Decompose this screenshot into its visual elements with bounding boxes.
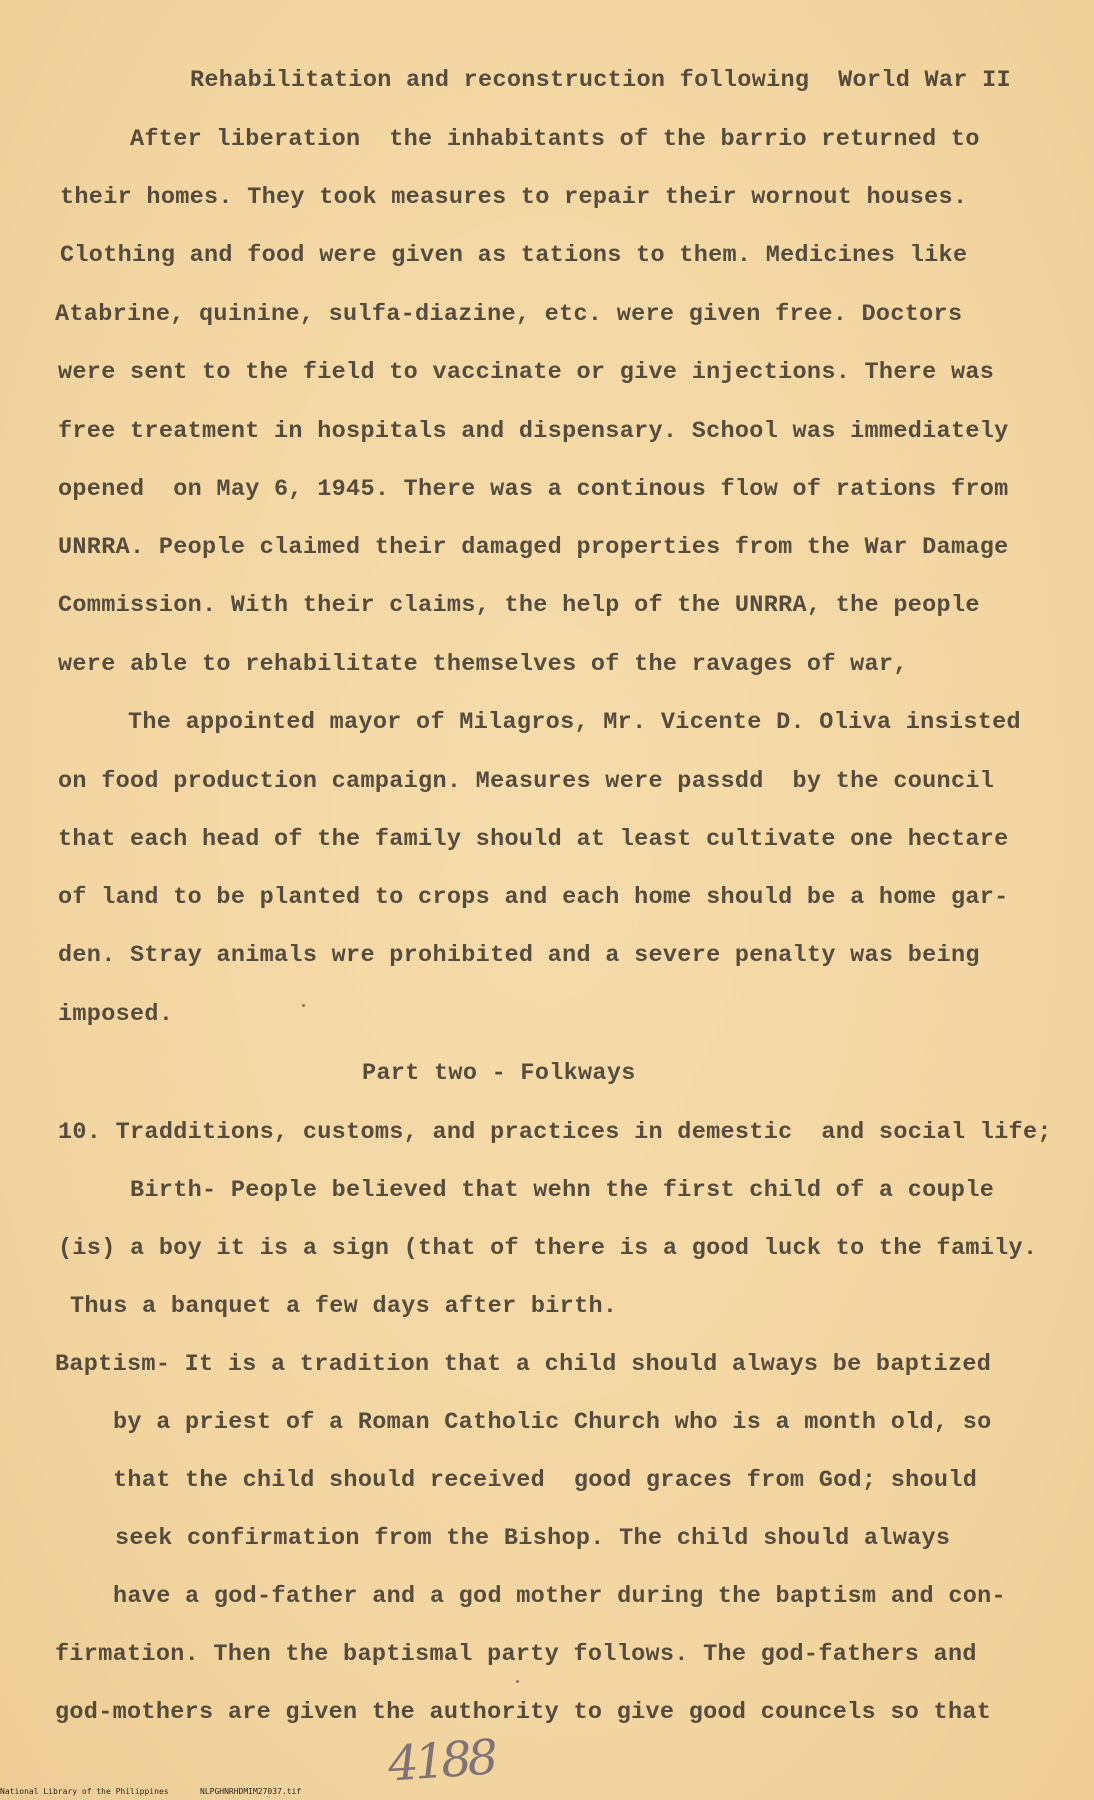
text-line: god-mothers are given the authority to give good councels so that bbox=[55, 1699, 992, 1726]
text-line: were sent to the field to vaccinate or give injections. There was bbox=[58, 359, 995, 386]
ink-speck bbox=[516, 1680, 519, 1683]
text-line: (is) a boy it is a sign (that of there is a good luck to the family. bbox=[58, 1235, 1038, 1262]
text-line: Atabrine, quinine, sulfa-diazine, etc. were given free. Doctors bbox=[55, 301, 963, 328]
text-line: on food production campaign. Measures were passdd by the council bbox=[58, 768, 995, 795]
text-line: Commission. With their claims, the help of the UNRRA, the people bbox=[58, 592, 980, 619]
text-line: that each head of the family should at least cultivate one hectare bbox=[58, 826, 1009, 853]
text-line: were able to rehabilitate themselves of the ravages of war, bbox=[58, 651, 908, 678]
footer-library-name: National Library of the Philippines bbox=[0, 1787, 169, 1796]
ink-speck bbox=[302, 1004, 305, 1007]
footer-filename: NLPGHNRHDMIM27037.tif bbox=[200, 1787, 302, 1796]
text-line: imposed. bbox=[58, 1001, 174, 1028]
text-line: After liberation the inhabitants of the barrio returned to bbox=[130, 126, 980, 153]
text-line: by a priest of a Roman Catholic Church who is a month old, so bbox=[113, 1409, 992, 1436]
handwritten-page-number: 4188 bbox=[386, 1729, 496, 1793]
text-line: that the child should received good graces from God; should bbox=[113, 1467, 978, 1494]
text-line: firmation. Then the baptismal party follows. The god-fathers and bbox=[55, 1641, 977, 1668]
text-line: den. Stray animals wre prohibited and a severe penalty was being bbox=[58, 942, 980, 969]
text-line: Birth- People believed that wehn the first child of a couple bbox=[130, 1177, 995, 1204]
text-line: their homes. They took measures to repair their wornout houses. bbox=[60, 184, 968, 211]
text-line: opened on May 6, 1945. There was a continous flow of rations from bbox=[58, 476, 1009, 503]
text-line: Thus a banquet a few days after birth. bbox=[70, 1293, 618, 1320]
section-heading: Rehabilitation and reconstruction following World War II bbox=[190, 67, 1011, 94]
text-line: seek confirmation from the Bishop. The child should always bbox=[115, 1525, 951, 1552]
text-line: of land to be planted to crops and each home should be a home gar- bbox=[58, 884, 1009, 911]
text-line: 10. Tradditions, customs, and practices in demestic and social life; bbox=[58, 1119, 1052, 1146]
text-line: UNRRA. People claimed their damaged properties from the War Damage bbox=[58, 534, 1009, 561]
text-line: The appointed mayor of Milagros, Mr. Vicente D. Oliva insisted bbox=[128, 709, 1021, 736]
text-line: have a god-father and a god mother during the baptism and con- bbox=[113, 1583, 1006, 1610]
section-heading: Part two - Folkways bbox=[362, 1060, 636, 1087]
text-line: Baptism- It is a tradition that a child should always be baptized bbox=[55, 1351, 992, 1378]
text-line: Clothing and food were given as tations to them. Medicines like bbox=[60, 242, 968, 269]
text-line: free treatment in hospitals and dispensary. School was immediately bbox=[58, 418, 1009, 445]
